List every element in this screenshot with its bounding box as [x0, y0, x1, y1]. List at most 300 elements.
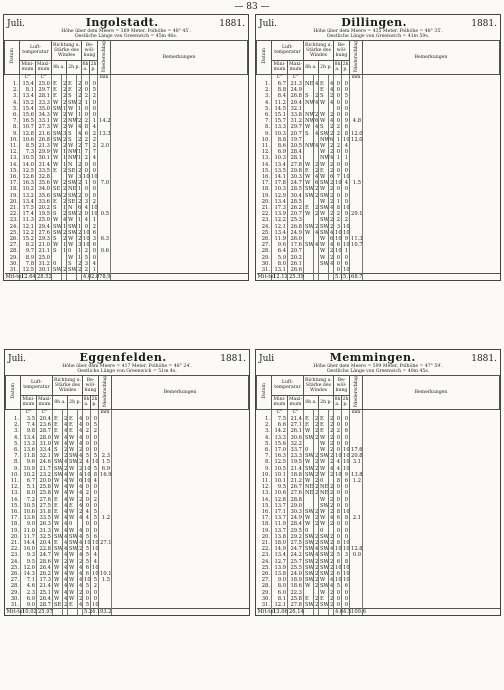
table-cell: 17.5 — [20, 205, 36, 211]
table-cell: 1.5 — [99, 577, 112, 583]
table-cell: 2 — [78, 118, 82, 125]
table-cell: E — [53, 416, 63, 422]
table-cell: 0 — [83, 590, 91, 596]
table-cell: 4 — [64, 440, 68, 447]
table-cell: 8. — [265, 124, 270, 131]
table-cell: 0 — [334, 596, 342, 602]
table-cell: 2 — [330, 186, 334, 193]
table-cell: 18. — [261, 521, 270, 528]
table-cell: 2. — [13, 87, 18, 94]
table-cell: 13.8 — [351, 471, 363, 478]
table-cell: W — [67, 174, 77, 180]
table-cell: 10.5 — [272, 466, 288, 472]
table-cell: 4 — [64, 539, 68, 546]
wind-header: Richtung u. Stärke des Windes — [304, 375, 334, 395]
table-cell: 28. — [10, 583, 19, 590]
table-cell: 17. — [9, 180, 18, 187]
table-cell: W — [68, 552, 78, 558]
table-cell: W — [319, 174, 329, 180]
table-cell: NW — [305, 142, 315, 149]
table-cell: 9. — [265, 465, 270, 472]
table-cell: 9.5 — [21, 559, 37, 565]
table-cell: 2 — [82, 155, 90, 161]
table-cell: 5 — [342, 93, 350, 99]
table-cell: 10 — [92, 602, 99, 608]
table-cell: 8 — [91, 472, 99, 478]
table-cell: 10 — [335, 180, 342, 187]
table-cell: 2 — [315, 167, 319, 174]
table-cell: E — [52, 87, 62, 93]
table-cell: NW — [305, 99, 315, 106]
table-cell: 2 — [78, 93, 82, 100]
table-cell: 24.9 — [288, 87, 304, 93]
table-cell: 14. — [261, 161, 270, 168]
table-cell: 0 — [90, 81, 98, 87]
table-cell: E — [319, 87, 329, 93]
table-cell: 0 — [342, 435, 350, 441]
table-cell: 0 — [83, 422, 91, 428]
table-cell: 14. — [261, 496, 270, 503]
mittel-cell: 4.1 — [92, 609, 101, 616]
station-meta: Höhe über dem Meere = 599 Meter. Polhöhe = 47° 59′. — [313, 364, 443, 369]
table-cell: W — [319, 577, 329, 583]
table-cell: 1 — [63, 155, 67, 162]
table-cell: 13.4 — [21, 435, 37, 441]
remarks-header: Bemerkungen — [112, 375, 249, 409]
table-cell: 4 — [342, 143, 350, 149]
table-cell: 10 — [335, 453, 342, 460]
table-cell: 10. — [9, 136, 18, 143]
unit-label: C° — [36, 74, 52, 81]
table-cell: 4 — [330, 583, 334, 590]
table-cell: 4 — [90, 155, 98, 161]
table-cell: W — [319, 447, 329, 453]
table-cell: 15.7 — [272, 118, 288, 124]
table-cell: 6 — [83, 565, 91, 571]
table-cell: 1 — [63, 242, 67, 249]
table-cell: 5 — [83, 602, 91, 609]
table-cell: 4 — [64, 527, 68, 534]
table-cell: W — [304, 180, 314, 186]
table-cell: 2 — [330, 161, 334, 168]
table-cell: 35.6 — [36, 193, 52, 199]
table-cell: 23. — [261, 552, 270, 559]
table-cell: 6 — [334, 571, 342, 577]
table-cell: 11. — [10, 477, 19, 484]
table-cell: SW — [305, 558, 314, 565]
mittel-cell — [68, 609, 78, 616]
table-cell: SW — [320, 260, 329, 267]
table-cell: 24.6 — [37, 459, 53, 465]
table-cell: W — [319, 186, 329, 192]
table-cell: 3.1 — [350, 459, 363, 465]
table-cell: 29.5 — [288, 528, 304, 534]
table-cell: 28.4 — [288, 521, 304, 527]
table-cell: 0 — [83, 416, 91, 422]
remarks-header: Bemerkungen — [111, 40, 248, 74]
table-cell: 13.4 — [20, 199, 36, 205]
table-cell: N — [67, 162, 77, 168]
table-cell: 33.8 — [288, 112, 304, 118]
table-cell: 3. — [13, 93, 18, 100]
station-name: Memmingen. — [329, 351, 416, 364]
table-cell: 7.1 — [21, 577, 37, 583]
table-cell: 1 — [82, 180, 90, 186]
table-cell: 8.1 — [20, 87, 36, 93]
table-cell: 4.6 — [21, 583, 37, 589]
table-cell: 13.9 — [272, 211, 288, 217]
table-cell: E — [304, 416, 314, 422]
table-cell: 6. — [265, 446, 270, 453]
table-cell: 13.3 — [21, 441, 37, 447]
table-cell: 29.1 — [351, 211, 363, 218]
mittel-cell: 68.7 — [351, 274, 363, 281]
table-cell: SW — [320, 546, 329, 553]
table-cell: 6 — [342, 261, 350, 267]
weather-table — [5, 375, 249, 616]
table-cell: 0 — [342, 193, 350, 199]
table-cell: 1 — [78, 105, 82, 112]
table-cell: 11.2 — [272, 100, 288, 106]
table-cell: 9 — [342, 118, 350, 124]
table-cell: 0 — [334, 112, 342, 118]
table-cell: 0 — [90, 193, 98, 199]
table-cell: 31. — [261, 267, 270, 273]
table-cell: 2 — [315, 422, 319, 429]
table-cell: 0 — [342, 199, 350, 205]
mittel-cell: 12.12 — [273, 274, 288, 281]
table-row — [5, 267, 248, 274]
table-cell: 10 — [84, 539, 91, 546]
table-cell — [99, 602, 112, 609]
table-cell: 5 — [90, 87, 98, 93]
mittel-cell — [363, 274, 500, 281]
table-cell: 4 — [91, 552, 99, 558]
table-cell: 1 — [334, 155, 342, 161]
table-cell: 4 — [315, 142, 319, 149]
wind-8a-header: 8h a. — [53, 395, 68, 409]
table-cell: 6.4 — [272, 248, 288, 254]
table-cell: 4 — [64, 552, 68, 559]
table-cell: 0 — [82, 162, 90, 168]
table-cell: 8.2 — [20, 242, 36, 248]
datum-header: Datum — [257, 40, 272, 74]
table-cell: NW — [305, 118, 315, 125]
min-header: Mini-mum — [22, 397, 35, 408]
table-cell: 17.4 — [20, 211, 36, 217]
table-cell: 10.9 — [21, 466, 37, 472]
table-cell: 18.0 — [272, 540, 288, 546]
table-cell: 5 — [83, 583, 91, 589]
table-cell: 4 — [64, 521, 68, 528]
table-cell: SW — [320, 229, 329, 236]
table-cell: 2 — [330, 149, 334, 156]
table-cell: 2 — [330, 211, 334, 218]
unit-label: C° — [37, 409, 53, 416]
table-cell: 2 — [78, 142, 82, 149]
table-cell: 10. — [10, 471, 19, 478]
table-cell: 0 — [319, 478, 329, 484]
table-cell: 10 — [92, 539, 99, 546]
table-cell: 16. — [10, 508, 19, 515]
table-cell: 10 — [83, 242, 90, 249]
table-cell: SW — [320, 217, 329, 224]
table-cell: 2 — [315, 161, 319, 168]
table-cell: 11.3 — [20, 217, 36, 223]
table-cell: 5 — [91, 453, 99, 459]
table-cell: 27.6 — [37, 497, 53, 503]
table-cell: E — [304, 422, 314, 428]
table-cell: 24.9 — [288, 230, 304, 236]
table-cell: 2.3 — [99, 453, 112, 459]
remarks-header: Bemerkungen — [363, 40, 500, 74]
table-cell: 20.4 — [37, 540, 53, 546]
table-cell: 10 — [343, 242, 350, 249]
table-cell: 5 — [91, 515, 99, 521]
table-cell: 2 — [79, 465, 83, 472]
table-cell: 4 — [79, 440, 83, 447]
table-cell: 25.0 — [36, 217, 52, 223]
table-cell: W — [67, 255, 77, 261]
table-cell: 25.1 — [37, 590, 53, 596]
table-cell: 4 — [334, 466, 342, 472]
table-cell: 2 — [330, 508, 334, 515]
table-cell: 2 — [315, 453, 319, 460]
table-cell: 8. — [14, 459, 19, 466]
table-cell: 5 — [83, 552, 91, 558]
table-cell: 23. — [9, 217, 18, 224]
table-cell: W — [67, 217, 77, 223]
table-cell: 29.9 — [36, 149, 52, 155]
table-cell: 2. — [265, 422, 270, 429]
table-cell: 33.5 — [37, 515, 53, 521]
table-cell: 28.1 — [288, 155, 304, 161]
table-cell: W — [52, 217, 62, 223]
table-cell: 0 — [90, 100, 98, 106]
table-cell: W — [53, 552, 63, 558]
table-cell: 16.3 — [20, 180, 36, 186]
table-cell: W — [67, 106, 77, 112]
table-cell: S — [52, 248, 62, 254]
table-cell: E — [53, 540, 63, 546]
table-cell: 11.9 — [272, 521, 288, 527]
table-cell: 8 — [334, 478, 342, 484]
table-cell: W — [68, 571, 78, 577]
table-cell: 4 — [83, 459, 91, 465]
mittel-cell: 5.1 — [335, 274, 344, 281]
table-cell: 2 — [315, 192, 319, 199]
remarks-header: Bemerkungen — [363, 375, 500, 409]
table-cell: W — [304, 211, 314, 217]
table-cell: 7 — [334, 174, 342, 180]
table-cell: 31.3 — [37, 528, 53, 534]
table-cell: 9 — [342, 236, 350, 242]
table-cell: 19. — [10, 527, 19, 534]
table-cell: W — [53, 478, 63, 484]
table-cell: SW — [320, 180, 329, 187]
table-cell: 2 — [78, 99, 82, 106]
wind-header: Richtung u. Stärke des Windes — [304, 40, 334, 60]
table-cell: 0 — [91, 416, 99, 422]
table-cell: 6. — [14, 446, 19, 453]
station-meta: Höhe über dem Meere = 369 Meter. Polhöhe = 48° 45′. — [61, 29, 191, 34]
table-cell: 26. — [9, 235, 18, 242]
table-cell: 1 — [90, 217, 98, 223]
table-cell: 6 — [330, 235, 334, 242]
table-cell: 29.7 — [288, 124, 304, 130]
table-cell: 4 — [64, 577, 68, 584]
table-cell: 2 — [330, 254, 334, 261]
table-cell: 10.7 — [20, 124, 36, 130]
table-cell: 0 — [334, 497, 342, 503]
table-cell: 6 — [79, 477, 83, 484]
table-cell: 25.8 — [37, 490, 53, 496]
table-cell: 23.6 — [37, 422, 53, 428]
mittel-cell: 4.0 — [83, 274, 92, 281]
table-cell: 1 — [63, 161, 67, 168]
mittel-cell — [304, 609, 314, 616]
table-cell: 1 — [63, 248, 67, 255]
table-cell: SW — [320, 570, 329, 577]
table-cell: NW — [320, 136, 330, 143]
table-cell: W — [53, 559, 63, 565]
table-cell: SW — [305, 434, 314, 441]
year-label: 1881. — [471, 354, 497, 364]
table-cell: 17. — [261, 180, 270, 187]
table-cell: 4 — [91, 559, 99, 565]
table-cell: E — [68, 422, 78, 428]
table-cell: 7.3 — [20, 149, 36, 155]
table-cell: E — [53, 428, 63, 434]
table-cell: 15. — [9, 167, 18, 174]
table-cell: 28.5 — [288, 186, 304, 192]
table-cell: W — [319, 441, 329, 447]
table-cell: 2 — [315, 415, 319, 422]
table-cell: 12.1 — [20, 224, 36, 230]
table-cell: 13.8 — [272, 571, 288, 577]
table-cell: 29.4 — [288, 100, 304, 106]
station-panel — [255, 349, 501, 616]
table-cell: 31.8 — [37, 509, 53, 515]
table-cell: 2 — [78, 80, 82, 87]
table-cell: 21.4 — [288, 466, 304, 472]
table-cell: 2 — [90, 143, 98, 149]
table-cell: 26. — [261, 570, 270, 577]
table-cell: 0 — [342, 255, 350, 261]
table-cell: W — [304, 124, 314, 130]
table-cell: 4 — [64, 589, 68, 596]
table-cell: W — [52, 155, 62, 161]
table-cell: 2 — [330, 248, 334, 255]
table-cell: 32.1 — [288, 106, 304, 112]
table-cell: W — [68, 490, 78, 496]
table-cell: 10 — [92, 546, 99, 553]
mittel-cell: 25.97 — [38, 609, 53, 616]
table-cell: 20.7 — [288, 248, 304, 254]
table-cell: 4. — [265, 99, 270, 106]
table-cell: 25.0 — [36, 255, 52, 261]
table-cell: W — [53, 435, 63, 441]
table-cell: W — [319, 162, 329, 168]
table-cell: 8 — [334, 205, 342, 211]
table-cell: 26.1 — [288, 261, 304, 267]
table-cell: SW — [54, 533, 63, 540]
weather-table — [256, 375, 500, 616]
table-cell: 4 — [79, 602, 83, 608]
table-cell: 4 — [79, 502, 83, 509]
table-cell: E — [319, 416, 329, 422]
table-cell: 24.0 — [288, 571, 304, 577]
table-cell: 2 — [90, 199, 98, 205]
cloud-header: Be-wöl-kung — [334, 375, 350, 395]
table-cell: 7. — [13, 118, 18, 125]
table-cell: 15.2 — [20, 100, 36, 106]
table-cell: 26. — [10, 570, 19, 577]
table-cell: 7 — [90, 149, 98, 155]
table-cell: 24.7 — [288, 180, 304, 186]
precip-header: Niederschlag — [350, 375, 363, 409]
table-cell: 10 — [84, 477, 91, 484]
table-cell: 2 — [79, 496, 83, 503]
table-cell: 13.4 — [272, 552, 288, 558]
year-label: 1881. — [220, 354, 246, 364]
table-cell: 1.2 — [99, 515, 112, 521]
table-cell: S — [52, 211, 62, 217]
table-cell: 15.4 — [20, 106, 36, 112]
table-cell — [304, 267, 314, 274]
table-cell: SW — [53, 229, 62, 236]
table-cell: 18.8 — [288, 472, 304, 478]
table-cell: 5.9 — [272, 255, 288, 261]
table-cell: 2 — [330, 570, 334, 577]
table-cell: 0 — [91, 596, 99, 602]
table-cell: 22. — [261, 546, 270, 553]
table-cell: 10.6 — [272, 490, 288, 496]
table-cell: E — [68, 428, 78, 434]
table-cell: 19.5 — [288, 459, 304, 465]
table-cell: 4. — [14, 434, 19, 441]
table-cell: 29.7 — [36, 87, 52, 93]
table-cell: SW — [69, 453, 78, 460]
table-cell: SE — [68, 198, 76, 205]
table-cell: S — [53, 447, 63, 453]
table-cell: 2 — [330, 124, 334, 131]
table-cell: 24.7 — [288, 546, 304, 552]
table-cell: W — [304, 174, 314, 180]
table-cell: E — [319, 422, 329, 428]
table-cell: 3 — [90, 236, 98, 242]
table-cell: 2 — [63, 136, 67, 143]
table-cell: 12. — [261, 149, 270, 156]
table-cell: S — [52, 205, 62, 211]
table-cell: W — [319, 248, 329, 254]
table-cell: 4 — [315, 124, 319, 131]
table-cell: 0 — [342, 149, 350, 155]
table-cell: E — [53, 509, 63, 515]
table-cell: SW — [53, 223, 62, 230]
table-cell: 4 — [64, 570, 68, 577]
wind-2p-header: 2h p. — [319, 395, 334, 409]
table-cell: W — [319, 255, 329, 261]
table-cell: SW — [305, 508, 314, 515]
table-cell: 8 — [334, 540, 342, 546]
table-cell: 4 — [79, 533, 83, 540]
mittel-cell: Mit-tel — [257, 609, 276, 616]
table-cell: 1 — [63, 204, 67, 211]
table-cell: 8.0 — [272, 261, 288, 267]
mittel-cell: 5.1 — [343, 274, 352, 281]
mittel-cell: 28.52 — [37, 274, 52, 281]
